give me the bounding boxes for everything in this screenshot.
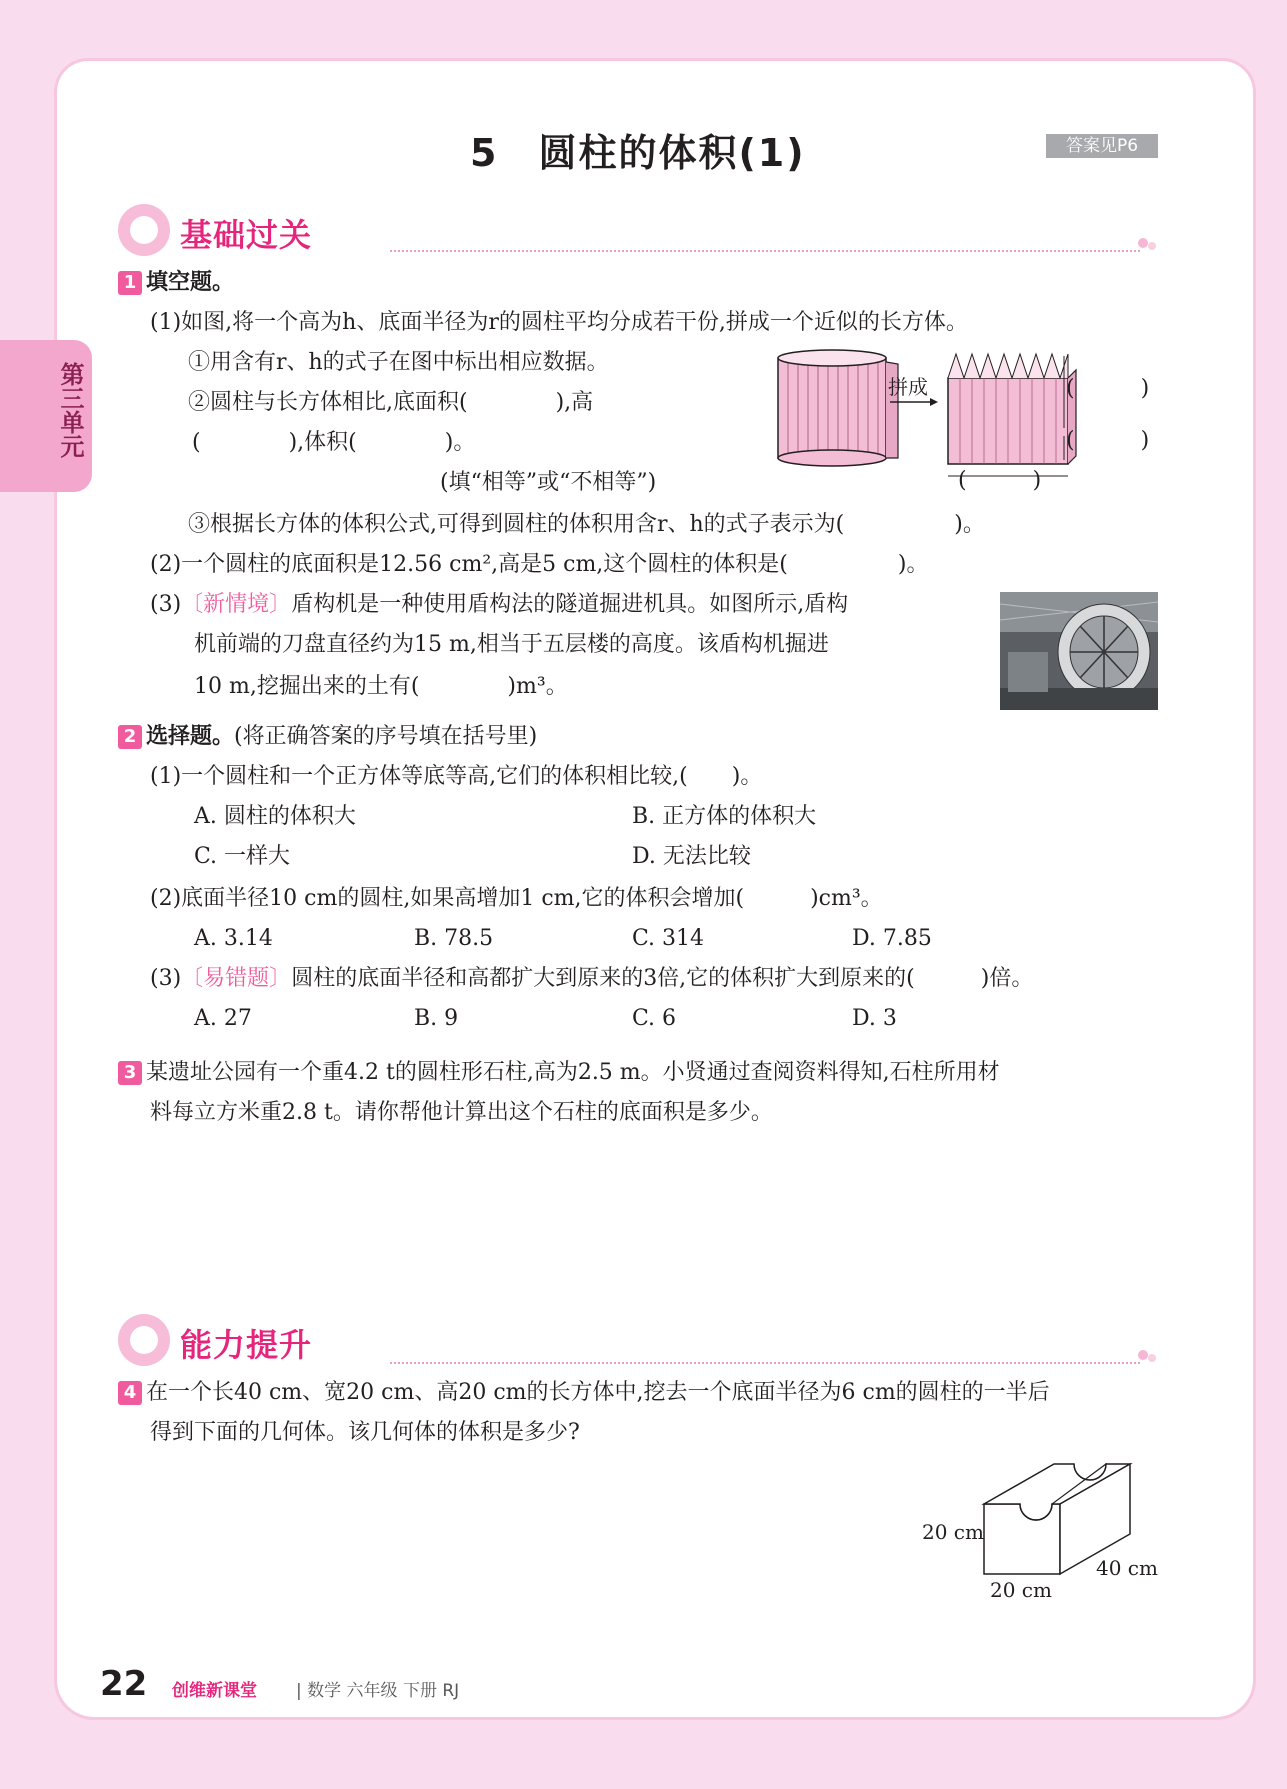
question-2-header: [118, 722, 537, 752]
q2-sub2-text: (2)底面半径10 cm的圆柱,如果高增加1 cm,它的体积会增加( )cm³。: [150, 886, 883, 911]
section-divider: [390, 1362, 1140, 1364]
option-b: B. 正方体的体积大: [632, 804, 817, 829]
q1-part1c-text: ③根据长方体的体积公式,可得到圆柱的体积用含r、h的式子表示为( )。: [188, 512, 985, 537]
question-3-line-1: 某遗址公园有一个重4.2 t的圆柱形石柱,高为2.5 m。小贤通过查阅资料得知,石柱所用材: [146, 1060, 1000, 1085]
q1-part1b-text-2: ( ),体积( )。: [192, 430, 476, 455]
option-b: B. 78.5: [414, 926, 494, 951]
fig-blank-width: ( ): [1066, 428, 1150, 453]
question-number: 3: [118, 1061, 142, 1085]
option-a: A. 27: [194, 1006, 252, 1031]
q1-part3-text: [150, 590, 848, 620]
section-title-advanced: 能力提升: [180, 1326, 313, 1364]
option-a: A. 3.14: [194, 926, 273, 951]
unit-side-tab-label: 第三单元: [56, 362, 84, 458]
question-4-text: [118, 1378, 1050, 1408]
cylinder-icon: [778, 350, 898, 466]
error-prone-tag: 〔易错题〕: [181, 966, 292, 991]
question-title: 填空题。: [146, 270, 235, 295]
q1-part1a-text: ①用含有r、h的式子在图中标出相应数据。: [188, 350, 609, 375]
q1-part3-index: (3): [150, 592, 182, 617]
question-3-line-2: 料每立方米重2.8 t。请你帮他计算出这个石柱的底面积是多少。: [150, 1100, 773, 1125]
option-a: A. 圆柱的体积大: [194, 804, 356, 829]
option-d: D. 7.85: [852, 926, 932, 951]
section-title-basic: 基础过关: [180, 216, 313, 254]
question-4-line-2: 得到下面的几何体。该几何体的体积是多少?: [150, 1420, 580, 1445]
tunnel-boring-machine-photo: [1000, 592, 1158, 710]
option-c: C. 一样大: [194, 844, 291, 869]
option-d: D. 3: [852, 1006, 897, 1031]
unit-side-tab: [0, 340, 92, 492]
section-divider: [390, 250, 1140, 252]
q1-part3-text-1: 盾构机是一种使用盾构法的隧道掘进机具。如图所示,盾构: [291, 592, 849, 617]
question-title: 选择题。: [146, 724, 235, 749]
option-c: C. 6: [632, 1006, 677, 1031]
cuboid-icon: [948, 354, 1076, 464]
q1-part1-text: (1)如图,将一个高为h、底面半径为r的圆柱平均分成若干份,拼成一个近似的长方体。: [150, 310, 968, 335]
fig-arrow-label: 拼成: [888, 375, 928, 399]
divider-dot-icon: [1148, 1354, 1156, 1362]
q1-part2-text: (2)一个圆柱的底面积是12.56 cm²,高是5 cm,这个圆柱的体积是( )。: [150, 552, 929, 577]
fig-blank-height: ( ): [1066, 376, 1150, 401]
page-number: 22: [100, 1664, 148, 1704]
dimension-height-label: 20 cm: [922, 1520, 984, 1544]
footer-brand: 创维新课堂: [172, 1681, 257, 1701]
question-number: 1: [118, 271, 142, 295]
q1-part3-text-3: 10 m,挖掘出来的土有( )m³。: [194, 674, 568, 699]
dimension-length-label: 40 cm: [1096, 1556, 1158, 1580]
page-title: 5 圆柱的体积(1): [470, 131, 806, 175]
mascot-icon: [118, 204, 170, 256]
q2-sub3-body: 圆柱的底面半径和高都扩大到原来的3倍,它的体积扩大到原来的( )倍。: [291, 966, 1034, 991]
question-4-line-1: 在一个长40 cm、宽20 cm、高20 cm的长方体中,挖去一个底面半径为6 cm的圆柱的一半后: [146, 1380, 1050, 1405]
footer-book-info: | 数学 六年级 下册 RJ: [296, 1681, 460, 1701]
q2-sub1-text: (1)一个圆柱和一个正方体等底等高,它们的体积相比较,( )。: [150, 764, 763, 789]
new-context-tag: 〔新情境〕: [181, 592, 292, 617]
divider-dot-icon: [1138, 1350, 1148, 1360]
divider-dot-icon: [1148, 242, 1156, 250]
option-c: C. 314: [632, 926, 705, 951]
q1-part1b-text: ②圆柱与长方体相比,底面积( ),高: [188, 390, 594, 415]
question-1-header: [118, 268, 234, 298]
q2-sub3-index: (3): [150, 966, 182, 991]
option-d: D. 无法比较: [632, 844, 751, 869]
question-hint: (将正确答案的序号填在括号里): [234, 724, 538, 749]
dimension-width-label: 20 cm: [990, 1578, 1052, 1602]
q1-part1b-hint: (填“相等”或“不相等”): [440, 470, 657, 495]
question-number: 4: [118, 1381, 142, 1405]
question-number: 2: [118, 725, 142, 749]
answer-reference-badge: 答案见P6: [1046, 134, 1158, 158]
question-3-text: [118, 1058, 1000, 1088]
q1-part3-text-2: 机前端的刀盘直径约为15 m,相当于五层楼的高度。该盾构机掘进: [194, 632, 829, 657]
q2-sub3-text: [150, 964, 1033, 994]
divider-dot-icon: [1138, 238, 1148, 248]
mascot-icon: [118, 1314, 170, 1366]
fig-blank-length: ( ): [958, 468, 1042, 493]
option-b: B. 9: [414, 1006, 459, 1031]
arrow-head-icon: [930, 398, 938, 406]
